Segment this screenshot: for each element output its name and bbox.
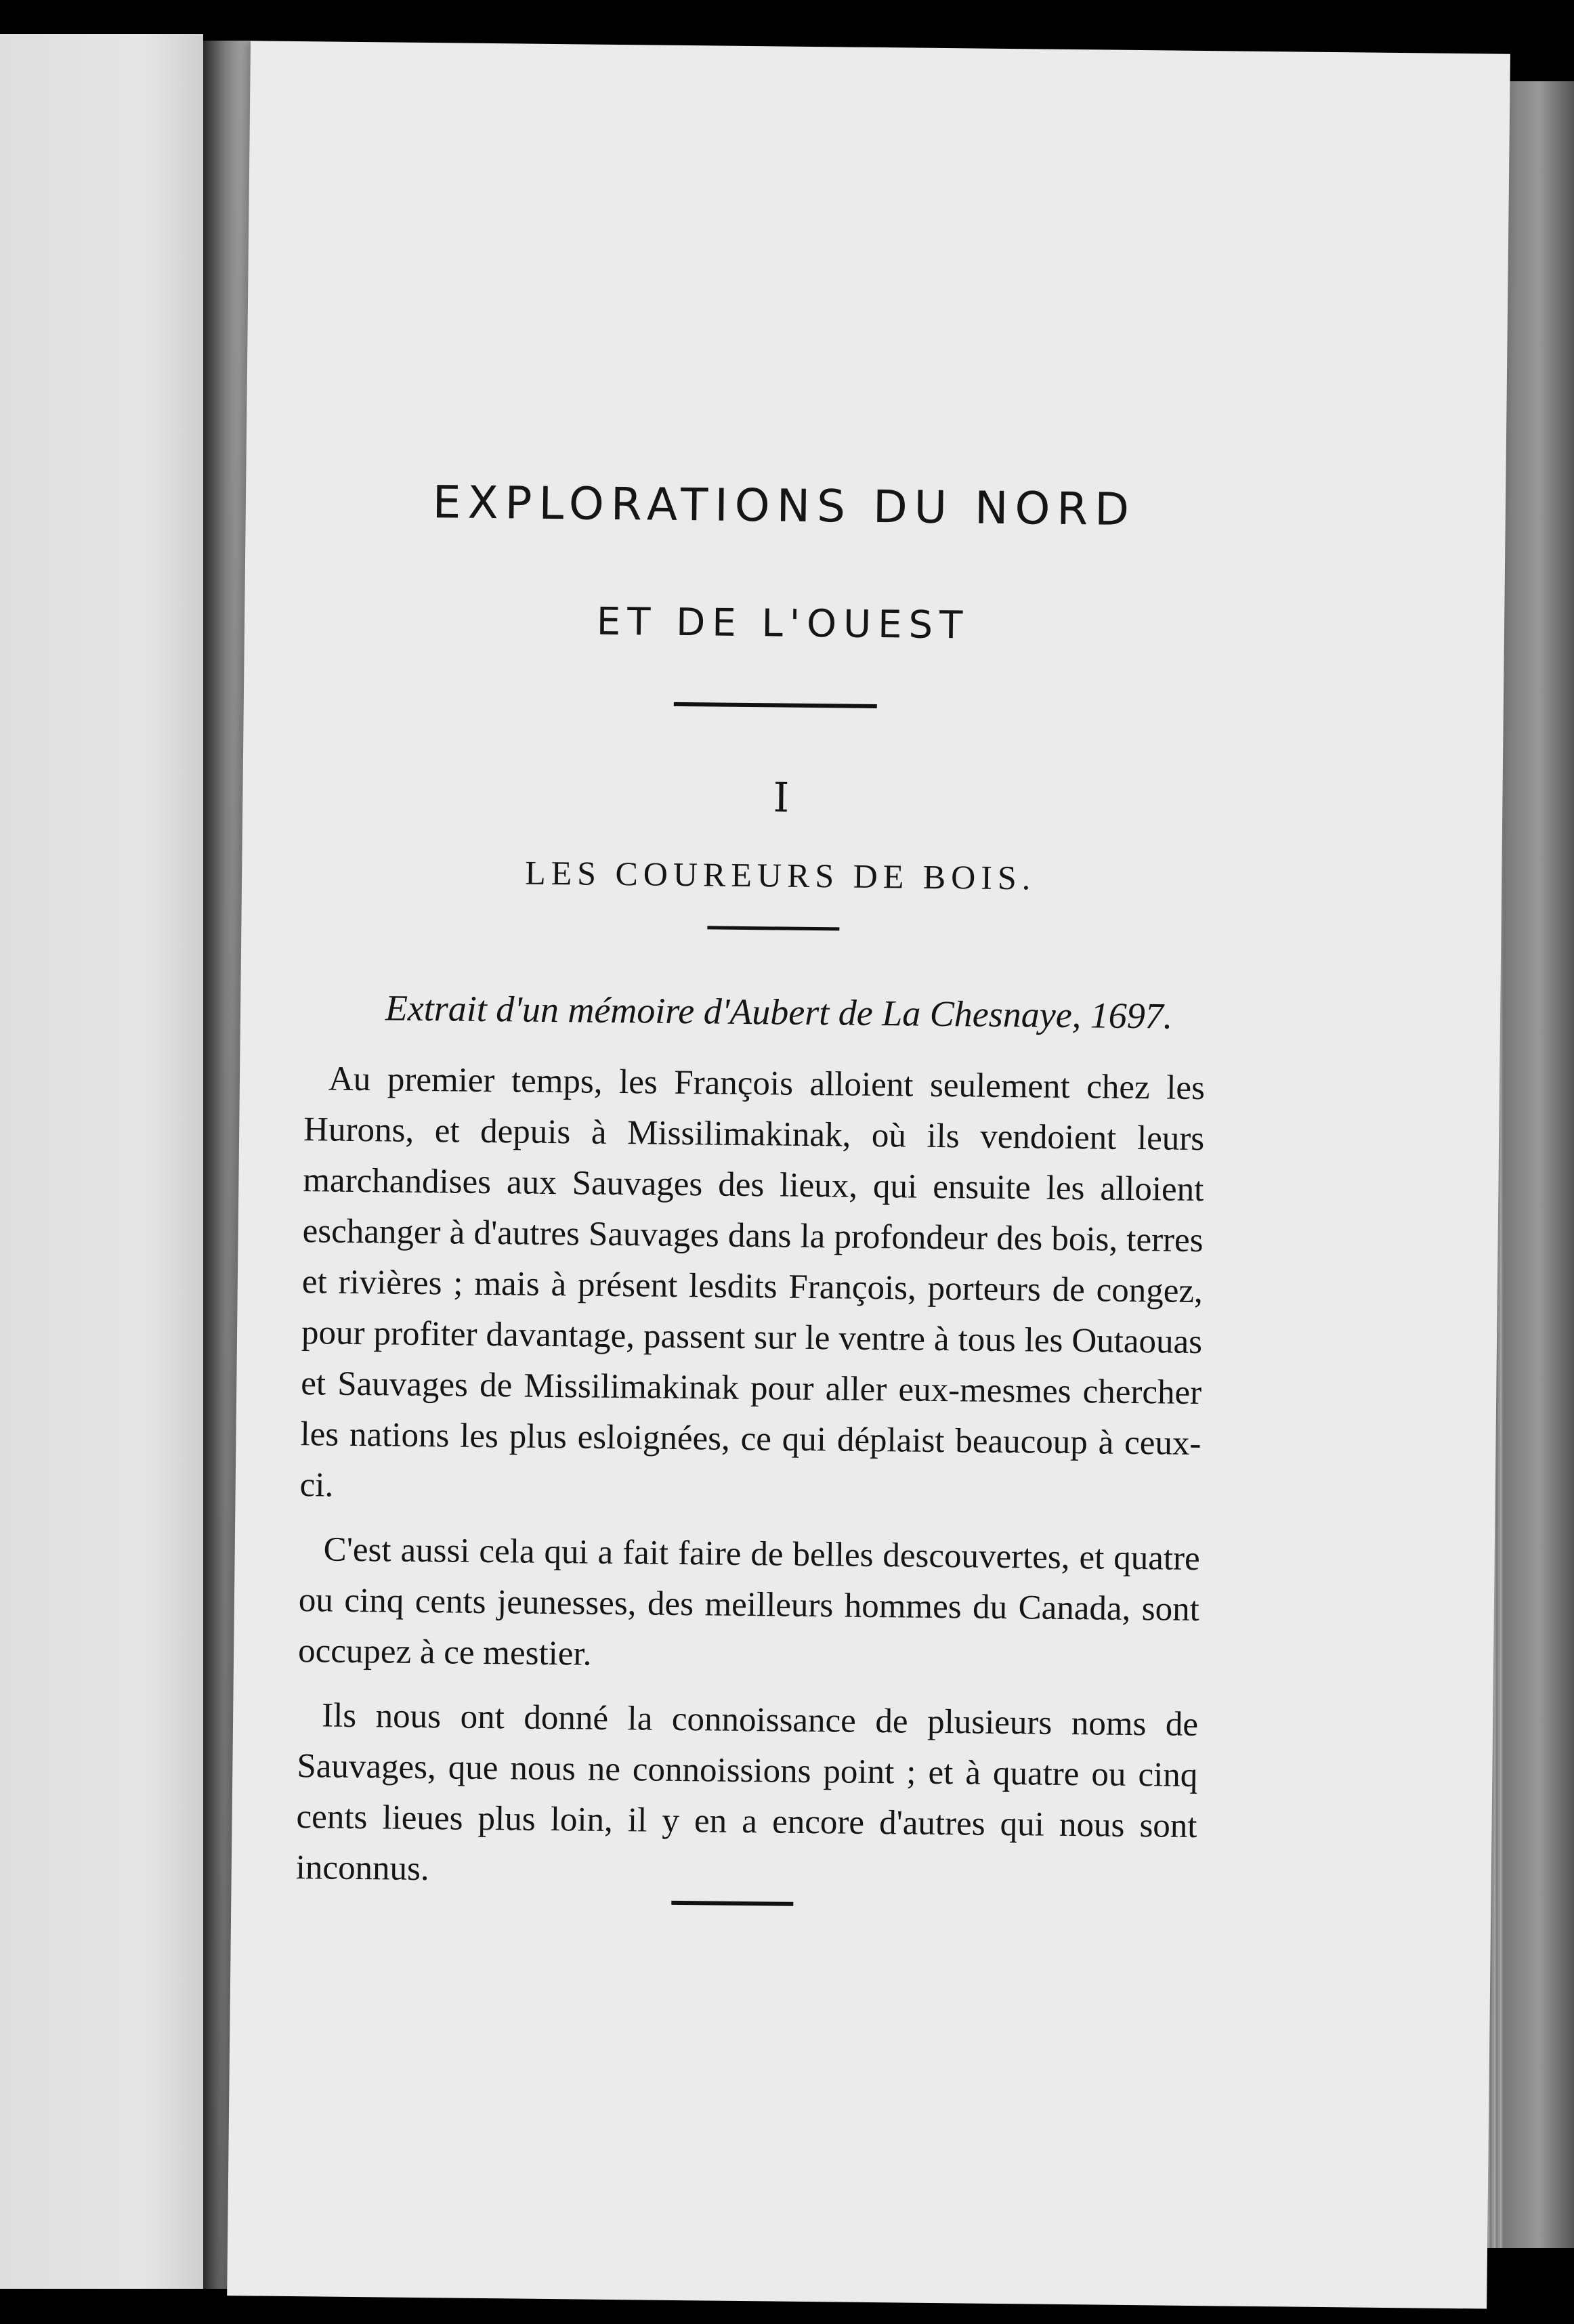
section-title: LES COUREURS DE BOIS. (524, 853, 1036, 897)
paragraph-2: C'est aussi cela qui a fait faire de belles descouvertes, et quatre ou cinq cents jeunesses, des meilleurs hommes du Canada, sont occupez à ce mestier. (297, 1530, 1200, 1673)
book-page (227, 41, 1510, 2308)
extract-caption: Extrait d'un mémoire d'Aubert de La Chesnaye, 1697. (385, 987, 1173, 1037)
section-numeral: I (773, 774, 790, 822)
previous-page-edge (0, 34, 203, 2289)
section-divider (707, 926, 839, 930)
paragraph-3: Ils nous ont donné la connoissance de plusieurs noms de Sauvages, que nous ne connoissions point ; et à quatre ou cinq cents lieues plus loin, il y en a encore d'autres qui nous sont inconnus. (295, 1696, 1199, 1889)
heading-divider (674, 702, 877, 708)
chapter-heading-line-2: ET DE L'OUEST (596, 599, 970, 648)
chapter-heading-line-1: EXPLORATIONS DU NORD (432, 476, 1136, 536)
page-stack-shadow (1504, 81, 1574, 2248)
body-text (295, 1054, 1205, 1916)
paragraph-1: Au premier temps, les François alloient seulement chez les Hurons, et depuis à Missilimakinak, où ils vendoient leurs marchandises aux Sauvages des lieux, qui ensuite les alloient eschanger à d'autres Sauvages dans la profondeur des bois, terres et rivières ; mais à présent lesdits François, porteurs de congez, pour profiter davantage, passent sur le ventre à tous les Outaouas et Sauvages de Missilimakinak pour aller eux-mesmes chercher les nations les plus esloignées, ce qui déplaist beaucoup à ceux-ci. (299, 1060, 1206, 1505)
